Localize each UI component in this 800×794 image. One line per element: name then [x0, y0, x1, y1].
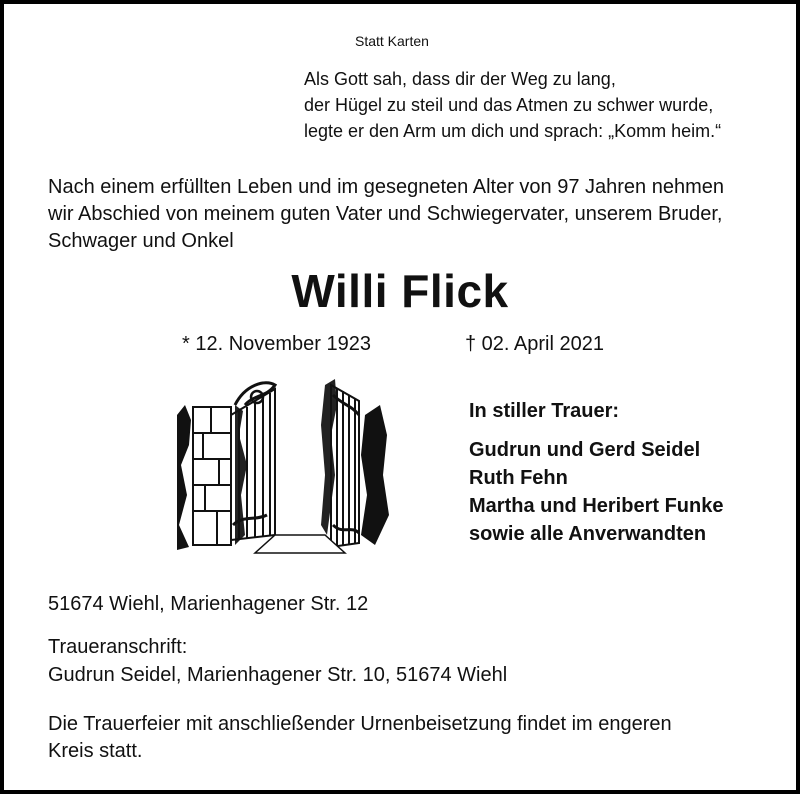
poem-line: legte er den Arm um dich und sprach: „Komm heim.“	[304, 121, 722, 141]
birth-date: * 12. November 1923	[182, 333, 372, 355]
intro-line: Schwager und Onkel	[48, 230, 234, 252]
ceremony-line: Kreis statt.	[48, 740, 143, 762]
mourners-heading: In stiller Trauer:	[469, 400, 620, 422]
open-garden-gate-icon	[175, 375, 390, 555]
poem-line: der Hügel zu steil und das Atmen zu schwer wurde,	[304, 95, 714, 115]
mourner-name: Martha und Heribert Funke	[469, 495, 724, 517]
mourner-name: Gudrun und Gerd Seidel	[469, 439, 701, 461]
mourner-name: sowie alle Anverwandten	[469, 523, 707, 545]
mourner-name: Ruth Fehn	[469, 467, 568, 489]
home-address: 51674 Wiehl, Marienhagener Str. 12	[48, 593, 369, 615]
intro-line: Nach einem erfüllten Leben und im gesegneten Alter von 97 Jahren nehmen	[48, 176, 725, 198]
mourning-address-label: Traueranschrift:	[48, 636, 188, 658]
poem-line: Als Gott sah, dass dir der Weg zu lang,	[304, 69, 616, 89]
ceremony-line: Die Trauerfeier mit anschließender Urnenbeisetzung findet im engeren	[48, 713, 672, 735]
mourning-address-value: Gudrun Seidel, Marienhagener Str. 10, 51674 Wiehl	[48, 664, 508, 686]
intro-line: wir Abschied von meinem guten Vater und Schwiegervater, unserem Bruder,	[48, 203, 723, 225]
deceased-name: Willi Flick	[291, 265, 509, 317]
statt-karten-label: Statt Karten	[355, 33, 429, 49]
death-date: † 02. April 2021	[465, 333, 604, 355]
